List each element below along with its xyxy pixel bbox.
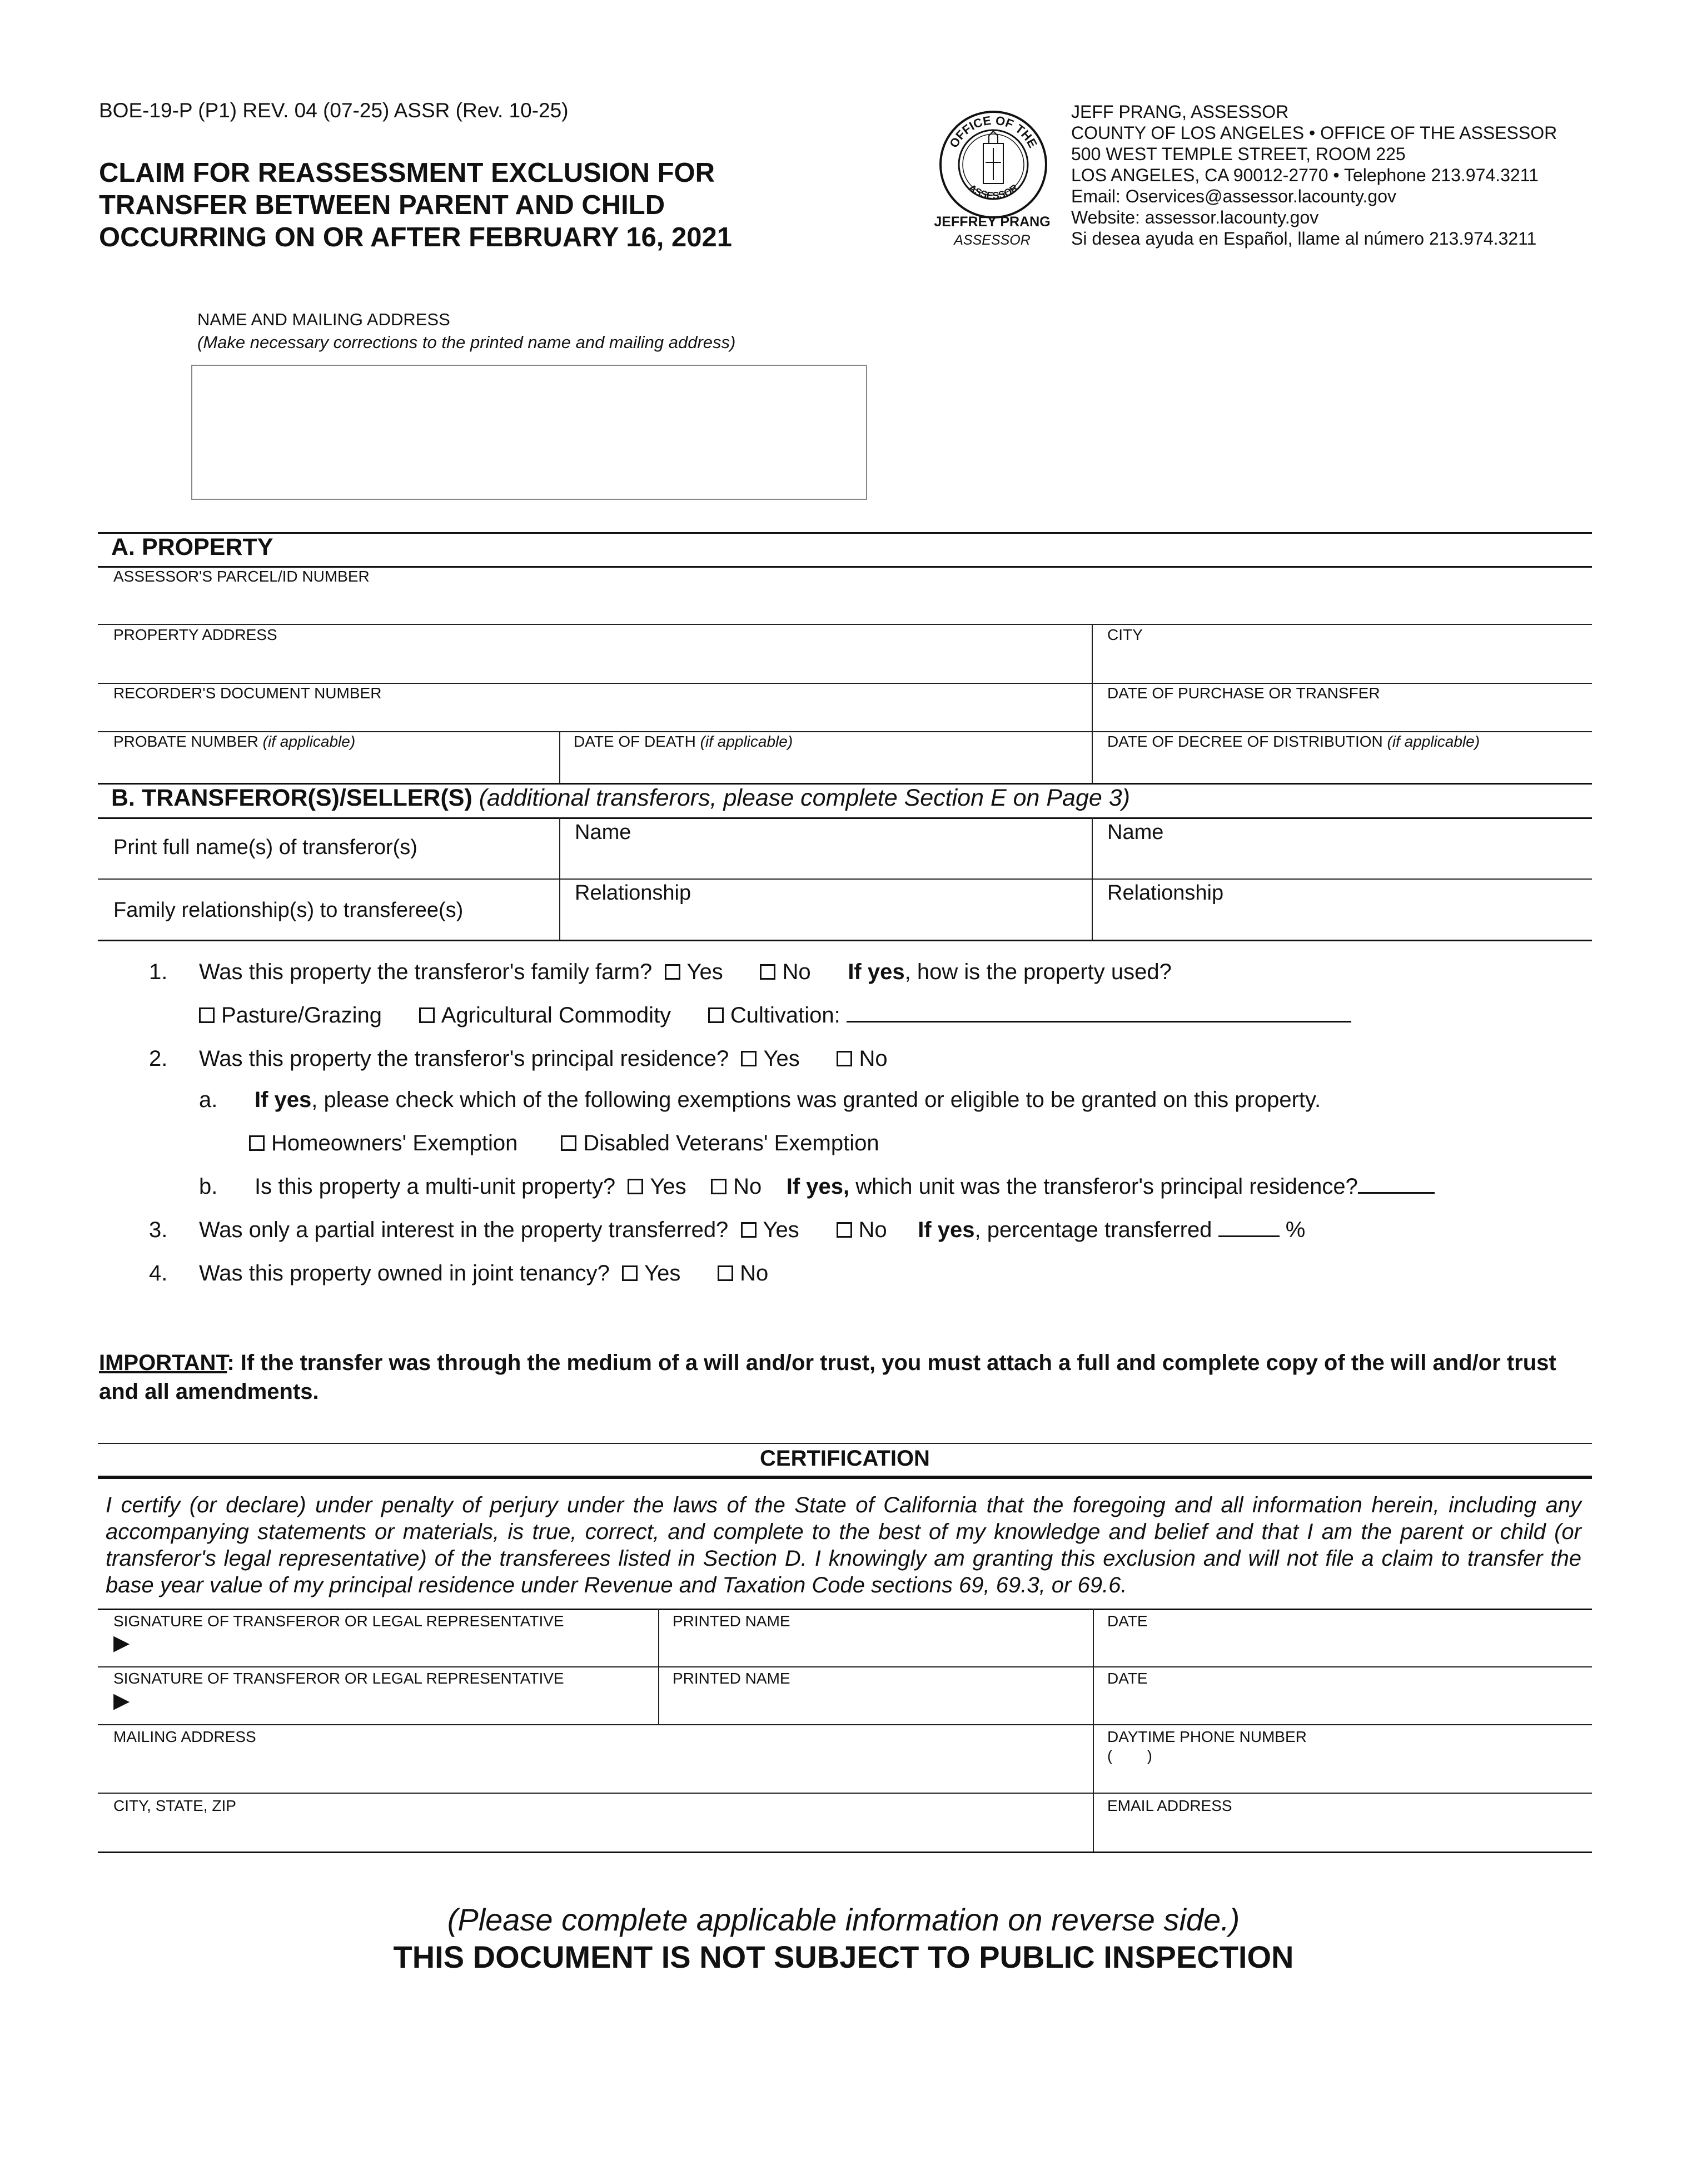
office-line: Si desea ayuda en Español, llame al número 213.974.3211 — [1071, 229, 1537, 249]
column-divider — [559, 731, 560, 783]
disabled-veterans-checkbox[interactable] — [561, 1135, 576, 1151]
q2-text: Was this property the transferor's principal residence? — [199, 1046, 729, 1071]
decree-label — [1107, 733, 1480, 751]
if-yes-label: If yes — [255, 1088, 312, 1112]
no-label: No — [859, 1046, 888, 1071]
unit-input[interactable] — [1358, 1175, 1435, 1194]
title-line-1: CLAIM FOR REASSESSMENT EXCLUSION FOR — [99, 158, 715, 188]
q4-number: 4. — [149, 1261, 168, 1285]
cultivation-checkbox[interactable] — [708, 1007, 724, 1023]
column-divider — [559, 817, 560, 940]
svg-text:ASSESSOR — [967, 182, 1020, 201]
relationship-field-2[interactable] — [1093, 906, 1592, 937]
assessor-seal-logo — [938, 109, 1049, 220]
signature-field-1[interactable] — [139, 1629, 656, 1664]
signature-arrow-icon: ▶ — [113, 1689, 130, 1713]
q2b-text: Is this property a multi-unit property? — [255, 1174, 616, 1199]
homeowners-label: Homeowners' Exemption — [271, 1131, 518, 1155]
probate-text: PROBATE NUMBER — [113, 733, 258, 750]
question-2 — [199, 1046, 888, 1071]
q4-no-checkbox[interactable] — [718, 1265, 733, 1281]
if-yes-label: If yes — [848, 960, 905, 984]
office-line: LOS ANGELES, CA 90012-2770 • Telephone 213.974.3211 — [1071, 165, 1539, 185]
date-field-2[interactable] — [1094, 1687, 1592, 1721]
q3-tail: , percentage transferred — [974, 1218, 1212, 1242]
family-rel-label: Family relationship(s) to transferee(s) — [113, 899, 464, 922]
important-notice — [99, 1348, 1589, 1406]
divider — [98, 1724, 1592, 1725]
property-address-field[interactable] — [98, 644, 1091, 681]
certification-text: I certify (or declare) under penalty of perjury under the laws of the State of California that the foregoing and all information herein, including any accompanying statements or materials, is true, correct, and complete to the best of my knowledge and belief and that I am the parent or child (or transferor's legal representative) of the transferees listed in Section D. I knowingly am granting this exclusion and will not file a claim to transfer the base year value of my principal residence under Revenue and Taxation Code sections 69, 69.3, or 69.6. — [106, 1493, 1581, 1597]
section-b-note: (additional transferors, please complete Section E on Page 3) — [479, 785, 1130, 811]
divider — [98, 940, 1592, 941]
divider — [98, 1666, 1592, 1667]
yes-label: Yes — [686, 960, 723, 984]
q1-tail: , how is the property used? — [904, 960, 1172, 984]
parcel-field[interactable] — [98, 584, 1592, 623]
divider — [98, 1852, 1592, 1853]
q3-number: 3. — [149, 1218, 168, 1242]
disabled-veterans-label: Disabled Veterans' Exemption — [583, 1131, 879, 1155]
q1-yes-checkbox[interactable] — [665, 964, 680, 980]
footer-notice: THIS DOCUMENT IS NOT SUBJECT TO PUBLIC INSPECTION — [393, 1939, 1294, 1974]
transferor-name-field-2[interactable] — [1093, 845, 1592, 876]
death-text: DATE OF DEATH — [574, 733, 696, 750]
divider — [98, 878, 1592, 880]
q3-text: Was only a partial interest in the property transferred? — [199, 1218, 729, 1242]
divider — [98, 1443, 1592, 1444]
divider — [98, 683, 1592, 684]
printed-name-field-1[interactable] — [659, 1629, 1092, 1664]
percent-sign: % — [1285, 1218, 1306, 1242]
if-yes-label: If yes — [918, 1218, 975, 1242]
death-date-field[interactable] — [560, 751, 1091, 781]
form-id: BOE-19-P (P1) REV. 04 (07-25) ASSR (Rev. 10-25) — [99, 99, 569, 122]
name-label-1: Name — [575, 821, 631, 844]
death-label — [574, 733, 793, 751]
q2a-tail: , please check which of the following exemptions was granted or eligible to be granted on this property. — [311, 1088, 1321, 1112]
divider — [98, 817, 1592, 819]
office-line: 500 WEST TEMPLE STREET, ROOM 225 — [1071, 144, 1406, 164]
yes-label: Yes — [763, 1218, 799, 1242]
mailing-label: NAME AND MAILING ADDRESS — [197, 310, 450, 329]
important-text: : If the transfer was through the medium of a will and/or trust, you must attach a full and complete copy of the will and/or trust and all amendments. — [99, 1351, 1556, 1404]
signature-field-2[interactable] — [139, 1687, 656, 1721]
section-a-heading: A. PROPERTY — [111, 534, 273, 560]
section-b-heading — [111, 785, 1130, 812]
seal-top-text: OFFICE OF THE — [947, 113, 1041, 150]
email-label: EMAIL ADDRESS — [1107, 1797, 1232, 1814]
mailing-address-label: MAILING ADDRESS — [113, 1728, 256, 1745]
divider — [98, 731, 1592, 732]
q2b-number: b. — [199, 1174, 218, 1199]
phone-label: DAYTIME PHONE NUMBER — [1107, 1728, 1307, 1745]
q3-yes-checkbox[interactable] — [741, 1222, 757, 1238]
certification-heading: CERTIFICATION — [760, 1446, 930, 1471]
yes-label: Yes — [763, 1046, 800, 1071]
no-label: No — [740, 1261, 769, 1285]
q3-no-checkbox[interactable] — [837, 1222, 852, 1238]
print-names-label: Print full name(s) of transferor(s) — [113, 836, 417, 859]
relationship-label-2: Relationship — [1107, 881, 1224, 905]
q2a-options — [249, 1131, 879, 1156]
if-applicable: (if applicable) — [1387, 733, 1480, 750]
name-label-2: Name — [1107, 821, 1164, 844]
q4-text: Was this property owned in joint tenancy? — [199, 1261, 610, 1285]
percentage-input[interactable] — [1218, 1219, 1280, 1237]
q1-text: Was this property the transferor's family farm? — [199, 960, 653, 984]
column-divider — [1092, 624, 1093, 783]
probate-label — [113, 733, 355, 751]
pasture-checkbox[interactable] — [199, 1007, 215, 1023]
important-label: IMPORTANT — [99, 1351, 227, 1375]
cultivation-input[interactable] — [847, 1004, 1351, 1022]
office-line: JEFF PRANG, ASSESSOR — [1071, 102, 1289, 122]
column-divider — [658, 1609, 659, 1724]
if-applicable: (if applicable) — [262, 733, 356, 750]
q2b-yes-checkbox[interactable] — [628, 1179, 643, 1194]
homeowners-checkbox[interactable] — [249, 1135, 265, 1151]
q2b-no-checkbox[interactable] — [711, 1179, 726, 1194]
recorder-field[interactable] — [98, 702, 1091, 729]
if-applicable: (if applicable) — [700, 733, 793, 750]
no-label: No — [733, 1174, 762, 1199]
seal-bottom-text: ASSESSOR — [966, 182, 1021, 202]
signature-label-2: SIGNATURE OF TRANSFEROR OR LEGAL REPRESENTATIVE — [113, 1670, 564, 1687]
q2a-number: a. — [199, 1088, 218, 1112]
office-contact-block — [1071, 101, 1557, 249]
city-field[interactable] — [1093, 644, 1592, 681]
question-3 — [199, 1218, 1305, 1243]
cultivation-label: Cultivation: — [730, 1003, 840, 1028]
decree-text: DATE OF DECREE OF DISTRIBUTION — [1107, 733, 1383, 750]
office-line: COUNTY OF LOS ANGELES • OFFICE OF THE ASSESSOR — [1071, 123, 1557, 143]
city-state-zip-label: CITY, STATE, ZIP — [113, 1797, 236, 1814]
title-line-2: TRANSFER BETWEEN PARENT AND CHILD — [99, 190, 665, 220]
divider — [98, 1476, 1592, 1479]
title-line-3: OCCURRING ON OR AFTER FEBRUARY 16, 2021 — [99, 222, 732, 252]
city-label: CITY — [1107, 626, 1143, 643]
q1-options — [199, 1003, 1351, 1028]
no-label: No — [782, 960, 811, 984]
q2-no-checkbox[interactable] — [837, 1051, 852, 1066]
mailing-note: (Make necessary corrections to the printed name and mailing address) — [197, 332, 736, 352]
question-2b — [255, 1174, 1435, 1199]
agricultural-checkbox[interactable] — [419, 1007, 435, 1023]
printed-name-label-2: PRINTED NAME — [673, 1670, 790, 1687]
signature-arrow-icon: ▶ — [113, 1631, 130, 1655]
signature-label-1: SIGNATURE OF TRANSFEROR OR LEGAL REPRESENTATIVE — [113, 1612, 564, 1630]
question-4 — [199, 1261, 768, 1286]
printed-name-label-1: PRINTED NAME — [673, 1612, 790, 1630]
mailing-address-box[interactable] — [191, 365, 867, 500]
divider — [98, 532, 1592, 534]
email-field[interactable] — [1094, 1814, 1592, 1849]
seal-name: JEFFREY PRANG — [934, 214, 1051, 230]
no-label: No — [858, 1218, 887, 1242]
phone-field[interactable] — [1094, 1746, 1592, 1790]
decree-date-field[interactable] — [1093, 751, 1592, 781]
phone-area-code: ( ) — [1107, 1747, 1152, 1764]
seal-role: ASSESSOR — [954, 232, 1031, 248]
divider — [98, 1609, 1592, 1610]
printed-name-field-2[interactable] — [659, 1687, 1092, 1721]
relationship-field-1[interactable] — [560, 906, 1091, 937]
question-1 — [199, 960, 1172, 985]
q2-number: 2. — [149, 1046, 168, 1071]
recorder-label: RECORDER'S DOCUMENT NUMBER — [113, 684, 382, 702]
transferor-name-field-1[interactable] — [560, 845, 1091, 876]
q1-number: 1. — [149, 960, 168, 984]
footer-note: (Please complete applicable information on reverse side.) — [447, 1902, 1240, 1937]
parcel-label: ASSESSOR'S PARCEL/ID NUMBER — [113, 568, 370, 585]
probate-field[interactable] — [98, 751, 559, 781]
q4-yes-checkbox[interactable] — [622, 1265, 638, 1281]
city-state-zip-field[interactable] — [98, 1814, 1092, 1849]
office-line: Website: assessor.lacounty.gov — [1071, 207, 1319, 227]
office-line: Email: Oservices@assessor.lacounty.gov — [1071, 186, 1396, 206]
if-yes-label: If yes, — [786, 1174, 850, 1199]
column-divider — [1093, 1609, 1094, 1852]
date-label-1: DATE — [1107, 1612, 1148, 1630]
q2-yes-checkbox[interactable] — [741, 1051, 757, 1066]
pasture-label: Pasture/Grazing — [221, 1003, 382, 1028]
divider — [98, 1793, 1592, 1794]
section-b-title: B. TRANSFEROR(S)/SELLER(S) — [111, 785, 472, 811]
purchase-date-field[interactable] — [1093, 702, 1592, 729]
mailing-address-field[interactable] — [98, 1746, 1092, 1790]
question-2a — [255, 1088, 1321, 1113]
purchase-date-label: DATE OF PURCHASE OR TRANSFER — [1107, 684, 1380, 702]
yes-label: Yes — [644, 1261, 681, 1285]
yes-label: Yes — [650, 1174, 686, 1199]
date-field-1[interactable] — [1094, 1629, 1592, 1664]
divider — [98, 624, 1592, 625]
column-divider — [1092, 817, 1093, 940]
q1-no-checkbox[interactable] — [760, 964, 775, 980]
date-label-2: DATE — [1107, 1670, 1148, 1687]
property-address-label: PROPERTY ADDRESS — [113, 626, 277, 643]
agricultural-label: Agricultural Commodity — [441, 1003, 671, 1028]
q2b-tail: which unit was the transferor's principal residence? — [855, 1174, 1358, 1199]
form-title — [99, 157, 732, 254]
relationship-label-1: Relationship — [575, 881, 691, 905]
